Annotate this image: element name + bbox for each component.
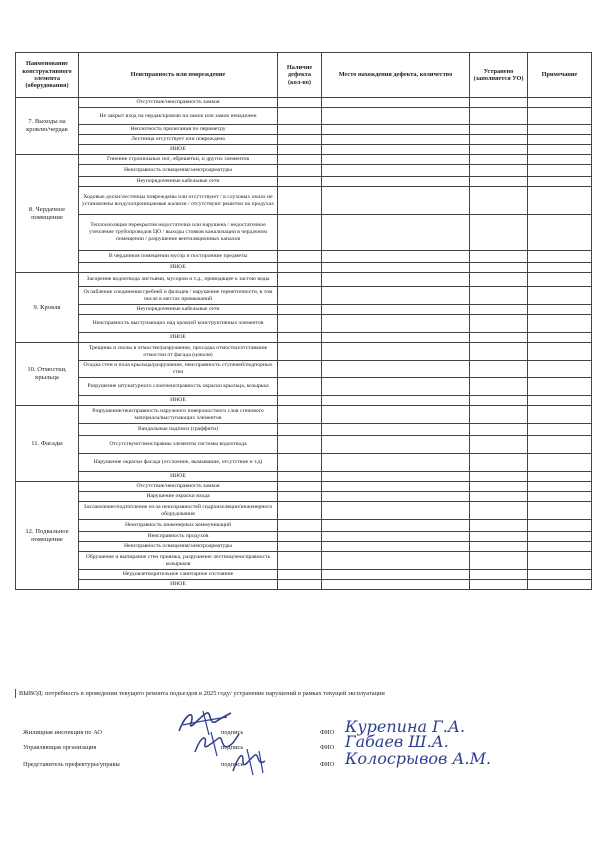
table-row <box>16 436 592 454</box>
note-cell[interactable] <box>528 187 592 215</box>
location-cell[interactable] <box>322 251 470 263</box>
defect-item: Нарушение окраски фасада (отслоение, вымывание, отсутствие и т.д) <box>79 454 278 472</box>
fixed-cell[interactable] <box>470 454 528 472</box>
note-cell[interactable] <box>528 492 592 502</box>
handwritten-signature <box>229 747 275 777</box>
count-cell[interactable] <box>278 263 322 273</box>
note-cell[interactable] <box>528 361 592 378</box>
location-cell[interactable] <box>322 287 470 305</box>
defect-item: ИНОЕ <box>79 333 278 343</box>
location-cell[interactable] <box>322 187 470 215</box>
fixed-cell[interactable] <box>470 251 528 263</box>
defect-item: Трещины и сколы в отмостке/разрушение, просадка отмостки/отставание отмостки от фасада (цоколя) <box>79 343 278 361</box>
note-cell[interactable] <box>528 287 592 305</box>
count-cell[interactable] <box>278 251 322 263</box>
location-cell[interactable] <box>322 454 470 472</box>
signature-role: Жилищная инспекция по АО <box>23 729 103 736</box>
count-cell[interactable] <box>278 542 322 552</box>
fixed-cell[interactable] <box>470 520 528 532</box>
note-cell[interactable] <box>528 315 592 333</box>
defect-item: Неисправность выступающих над кровлей конструктивных элементов <box>79 315 278 333</box>
header-fixed: Устранено (заполняется УО) <box>470 53 528 98</box>
fixed-cell[interactable] <box>470 552 528 570</box>
table-row <box>16 155 592 165</box>
fixed-cell[interactable] <box>470 570 528 580</box>
note-cell[interactable] <box>528 454 592 472</box>
location-cell[interactable] <box>322 502 470 520</box>
location-cell[interactable] <box>322 125 470 135</box>
defect-item: Засорение водоотвода листьями, мусором и т.д., приводящее к застою воды <box>79 273 278 287</box>
location-cell[interactable] <box>322 165 470 177</box>
fixed-cell[interactable] <box>470 406 528 424</box>
note-cell[interactable] <box>528 580 592 590</box>
count-cell[interactable] <box>278 406 322 424</box>
defect-item: Неупорядоченные кабельные сети <box>79 305 278 315</box>
fixed-cell[interactable] <box>470 502 528 520</box>
count-cell[interactable] <box>278 177 322 187</box>
count-cell[interactable] <box>278 135 322 145</box>
fixed-cell[interactable] <box>470 333 528 343</box>
table-row <box>16 472 592 482</box>
note-cell[interactable] <box>528 570 592 580</box>
defect-item: Вандальные надписи (граффити) <box>79 424 278 436</box>
defect-item: Неупорядоченные кабельные сети <box>79 177 278 187</box>
signature-label: подпись <box>221 761 244 768</box>
fio-handwritten: Колосрывов А.М. <box>345 749 492 768</box>
fixed-cell[interactable] <box>470 155 528 165</box>
signature-role: Представитель префектуры/управы <box>23 761 120 768</box>
fixed-cell[interactable] <box>470 187 528 215</box>
count-cell[interactable] <box>278 436 322 454</box>
count-cell[interactable] <box>278 165 322 177</box>
table-row <box>16 424 592 436</box>
defect-item: Лестница отсутствует или повреждена <box>79 135 278 145</box>
count-cell[interactable] <box>278 378 322 396</box>
section-title: 11. Фасады <box>16 406 79 482</box>
location-cell[interactable] <box>322 215 470 251</box>
location-cell[interactable] <box>322 520 470 532</box>
count-cell[interactable] <box>278 108 322 125</box>
location-cell[interactable] <box>322 343 470 361</box>
inspection-sheet <box>15 52 591 590</box>
fixed-cell[interactable] <box>470 396 528 406</box>
note-cell[interactable] <box>528 273 592 287</box>
table-row <box>16 580 592 590</box>
count-cell[interactable] <box>278 155 322 165</box>
defect-item: ИНОЕ <box>79 145 278 155</box>
defect-item: Захламление/подтопление из-за неисправностей гидроизоляции/инженерного оборудования <box>79 502 278 520</box>
table-row <box>16 287 592 305</box>
table-row <box>16 396 592 406</box>
fixed-cell[interactable] <box>470 482 528 492</box>
count-cell[interactable] <box>278 552 322 570</box>
defect-item: Неисправность освещения/электроарматуры <box>79 165 278 177</box>
defect-item: Отсутствие/неисправность замков <box>79 98 278 108</box>
fixed-cell[interactable] <box>470 215 528 251</box>
note-cell[interactable] <box>528 98 592 108</box>
header-location: Место нахождения дефекта, количество <box>322 53 470 98</box>
count-cell[interactable] <box>278 472 322 482</box>
defect-item: Обрушение и выпирание стен приямка, разрушение лестниц/неисправность козырьков <box>79 552 278 570</box>
table-row <box>16 135 592 145</box>
defect-item: Не закрыт вход на чердак/кровлю на замок или замок ненадежен <box>79 108 278 125</box>
count-cell[interactable] <box>278 215 322 251</box>
count-cell[interactable] <box>278 454 322 472</box>
fio-label: ФИО <box>320 761 335 768</box>
note-cell[interactable] <box>528 165 592 177</box>
location-cell[interactable] <box>322 424 470 436</box>
header-count: Наличие дефекта (кол-во) <box>278 53 322 98</box>
defect-item: Отсутствие/неисправность замков <box>79 482 278 492</box>
note-cell[interactable] <box>528 552 592 570</box>
defect-item: Неисправность освещения/электроарматуры <box>79 542 278 552</box>
fixed-cell[interactable] <box>470 343 528 361</box>
location-cell[interactable] <box>322 492 470 502</box>
defect-item: ИНОЕ <box>79 580 278 590</box>
fixed-cell[interactable] <box>470 273 528 287</box>
count-cell[interactable] <box>278 343 322 361</box>
defect-item: Неплотность прилегания по периметру <box>79 125 278 135</box>
header-defect: Неисправность или повреждение <box>79 53 278 98</box>
fixed-cell[interactable] <box>470 542 528 552</box>
table-row <box>16 263 592 273</box>
location-cell[interactable] <box>322 361 470 378</box>
defect-item: Разрушение/неисправность наружного поверхностного слоя стенового материала/выступающих элементов <box>79 406 278 424</box>
location-cell[interactable] <box>322 570 470 580</box>
note-cell[interactable] <box>528 215 592 251</box>
count-cell[interactable] <box>278 98 322 108</box>
defect-item: Отсутствуют/неисправны элементы системы водоотвода <box>79 436 278 454</box>
note-cell[interactable] <box>528 482 592 492</box>
fixed-cell[interactable] <box>470 492 528 502</box>
table-row <box>16 315 592 333</box>
defect-item: ИНОЕ <box>79 472 278 482</box>
fixed-cell[interactable] <box>470 108 528 125</box>
note-cell[interactable] <box>528 520 592 532</box>
signature-label: подпись <box>221 744 244 751</box>
note-cell[interactable] <box>528 532 592 542</box>
table-row <box>16 108 592 125</box>
location-cell[interactable] <box>322 315 470 333</box>
defect-item: Ходовые доски/лестницы повреждены или отсутствуют / в слуховых окнах не установлены воздухопроницаемые жалюзи / отсутствуют решетки на продухах <box>79 187 278 215</box>
table-row <box>16 361 592 378</box>
count-cell[interactable] <box>278 424 322 436</box>
note-cell[interactable] <box>528 396 592 406</box>
note-cell[interactable] <box>528 343 592 361</box>
note-cell[interactable] <box>528 305 592 315</box>
count-cell[interactable] <box>278 333 322 343</box>
fixed-cell[interactable] <box>470 424 528 436</box>
fixed-cell[interactable] <box>470 580 528 590</box>
fio-handwritten: Габаев Ш.А. <box>345 732 449 751</box>
defect-item: Неудовлетворительное санитарное состояние <box>79 570 278 580</box>
location-cell[interactable] <box>322 542 470 552</box>
note-cell[interactable] <box>528 542 592 552</box>
table-row <box>16 482 592 492</box>
section-title: 12. Подвальное помещение <box>16 482 79 590</box>
count-cell[interactable] <box>278 145 322 155</box>
table-row <box>16 177 592 187</box>
count-cell[interactable] <box>278 580 322 590</box>
table-row <box>16 378 592 396</box>
count-cell[interactable] <box>278 187 322 215</box>
defect-item: ИНОЕ <box>79 263 278 273</box>
note-cell[interactable] <box>528 135 592 145</box>
note-cell[interactable] <box>528 177 592 187</box>
fixed-cell[interactable] <box>470 472 528 482</box>
table-body <box>16 98 592 590</box>
count-cell[interactable] <box>278 273 322 287</box>
table-row <box>16 187 592 215</box>
fixed-cell[interactable] <box>470 315 528 333</box>
count-cell[interactable] <box>278 502 322 520</box>
fio-label: ФИО <box>320 729 335 736</box>
table-row <box>16 305 592 315</box>
fio-handwritten: Курепина Г.А. <box>345 717 466 736</box>
table-row <box>16 502 592 520</box>
table-row <box>16 125 592 135</box>
location-cell[interactable] <box>322 108 470 125</box>
note-cell[interactable] <box>528 263 592 273</box>
table-row <box>16 492 592 502</box>
location-cell[interactable] <box>322 305 470 315</box>
location-cell[interactable] <box>322 263 470 273</box>
fixed-cell[interactable] <box>470 436 528 454</box>
table-row <box>16 273 592 287</box>
fixed-cell[interactable] <box>470 361 528 378</box>
note-cell[interactable] <box>528 333 592 343</box>
note-cell[interactable] <box>528 378 592 396</box>
signature-row-prefecture <box>23 749 583 773</box>
table-row <box>16 215 592 251</box>
note-cell[interactable] <box>528 424 592 436</box>
count-cell[interactable] <box>278 482 322 492</box>
location-cell[interactable] <box>322 155 470 165</box>
section-title: 8. Чердачное помещение <box>16 155 79 273</box>
table-header-row <box>16 53 592 98</box>
location-cell[interactable] <box>322 135 470 145</box>
count-cell[interactable] <box>278 396 322 406</box>
defect-item: В чердачном помещении мусор и посторонние предметы <box>79 251 278 263</box>
location-cell[interactable] <box>322 396 470 406</box>
note-cell[interactable] <box>528 125 592 135</box>
fixed-cell[interactable] <box>470 145 528 155</box>
table-row <box>16 552 592 570</box>
count-cell[interactable] <box>278 361 322 378</box>
table-row <box>16 98 592 108</box>
note-cell[interactable] <box>528 436 592 454</box>
defect-item: Гниение стропильных ног, обрешетки, и других элементов <box>79 155 278 165</box>
section-title: 10. Отмостки, крыльца <box>16 343 79 406</box>
fixed-cell[interactable] <box>470 263 528 273</box>
fixed-cell[interactable] <box>470 98 528 108</box>
defect-item: Разрушение штукатурного слоя/неисправность окраски крыльца, козырька <box>79 378 278 396</box>
signature-row-inspection <box>23 717 583 741</box>
location-cell[interactable] <box>322 177 470 187</box>
fixed-cell[interactable] <box>470 165 528 177</box>
note-cell[interactable] <box>528 108 592 125</box>
defect-item: Ослабление соединения гребней и фальцев / нарушение герметичности, в том числе в местах примыканий <box>79 287 278 305</box>
table-row <box>16 165 592 177</box>
note-cell[interactable] <box>528 502 592 520</box>
table-row <box>16 570 592 580</box>
defect-item: ИНОЕ <box>79 396 278 406</box>
count-cell[interactable] <box>278 570 322 580</box>
count-cell[interactable] <box>278 520 322 532</box>
section-title: 7. Выходы на кровлю/чердак <box>16 98 79 155</box>
fixed-cell[interactable] <box>470 125 528 135</box>
location-cell[interactable] <box>322 145 470 155</box>
location-cell[interactable] <box>322 98 470 108</box>
location-cell[interactable] <box>322 472 470 482</box>
table-row <box>16 532 592 542</box>
count-cell[interactable] <box>278 532 322 542</box>
location-cell[interactable] <box>322 482 470 492</box>
table-row <box>16 520 592 532</box>
table-row <box>16 542 592 552</box>
count-cell[interactable] <box>278 315 322 333</box>
inspection-table <box>15 52 592 590</box>
table-row <box>16 333 592 343</box>
note-cell[interactable] <box>528 472 592 482</box>
table-row <box>16 454 592 472</box>
table-row <box>16 145 592 155</box>
count-cell[interactable] <box>278 287 322 305</box>
header-element: Наименование конструктивного элемента (оборудования) <box>16 53 79 98</box>
table-row <box>16 343 592 361</box>
defect-item: Нарушение окраски входа <box>79 492 278 502</box>
defect-item: Осадка стен и пола крыльца/разрушение, неисправность ступеней/подпорных стен <box>79 361 278 378</box>
location-cell[interactable] <box>322 406 470 424</box>
note-cell[interactable] <box>528 406 592 424</box>
section-title: 9. Кровля <box>16 273 79 343</box>
table-row <box>16 251 592 263</box>
fio-label: ФИО <box>320 744 335 751</box>
defect-item: Неисправность продухов <box>79 532 278 542</box>
signature-label: подпись <box>221 729 244 736</box>
location-cell[interactable] <box>322 273 470 287</box>
signature-role: Управляющая организация <box>23 744 97 751</box>
location-cell[interactable] <box>322 552 470 570</box>
location-cell[interactable] <box>322 580 470 590</box>
table-row <box>16 406 592 424</box>
note-cell[interactable] <box>528 155 592 165</box>
header-note: Примечание <box>528 53 592 98</box>
fixed-cell[interactable] <box>470 287 528 305</box>
count-cell[interactable] <box>278 492 322 502</box>
fixed-cell[interactable] <box>470 177 528 187</box>
location-cell[interactable] <box>322 378 470 396</box>
defect-item: Теплоизоляция перекрытия недостаточна или нарушена / недостаточное утепление трубопроводов ЦО / выходы стояков канализации в чердачном помещении / разрушение вентиляционных каналов <box>79 215 278 251</box>
defect-item: Неисправность инженерных коммуникаций <box>79 520 278 532</box>
note-cell[interactable] <box>528 145 592 155</box>
count-cell[interactable] <box>278 305 322 315</box>
note-cell[interactable] <box>528 251 592 263</box>
conclusion-text: ВЫВОД: потребность в проведении текущего ремонта подъездов в 2025 году/ устранение нарушений в рамках текущей эксплуатации <box>15 689 579 698</box>
fixed-cell[interactable] <box>470 135 528 145</box>
fixed-cell[interactable] <box>470 378 528 396</box>
count-cell[interactable] <box>278 125 322 135</box>
location-cell[interactable] <box>322 532 470 542</box>
location-cell[interactable] <box>322 436 470 454</box>
fixed-cell[interactable] <box>470 532 528 542</box>
fixed-cell[interactable] <box>470 305 528 315</box>
location-cell[interactable] <box>322 333 470 343</box>
